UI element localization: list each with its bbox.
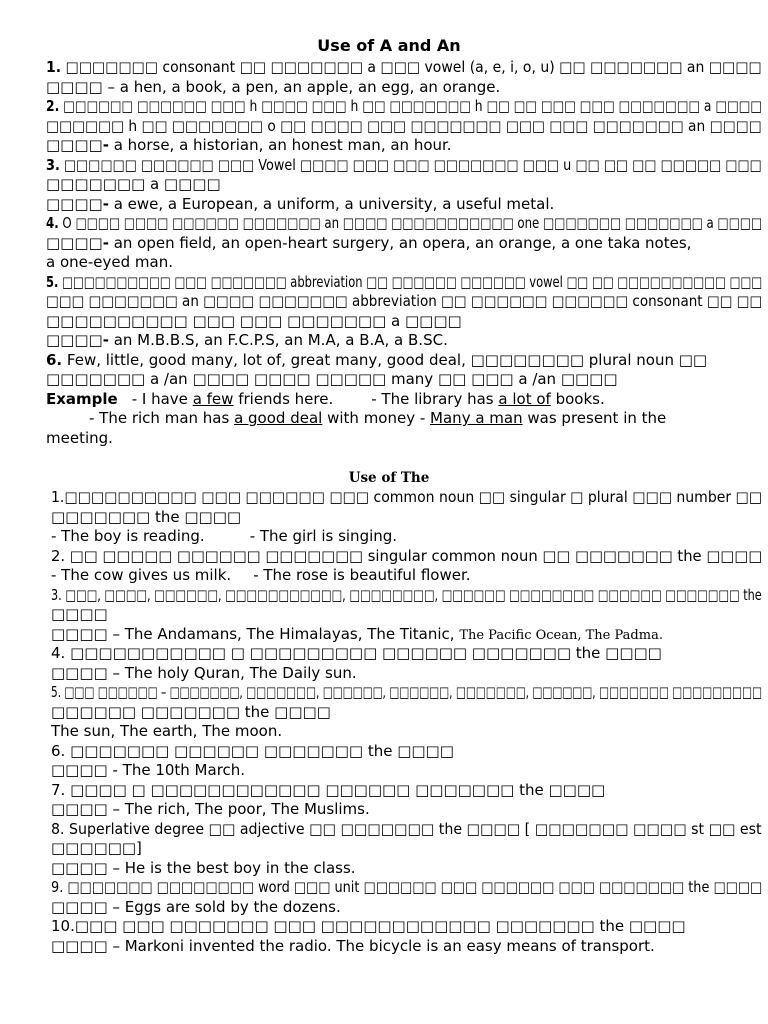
rule-text: Few, little, good many, lot of, great many, good deal, □□□□□□□□ plural noun □□	[62, 350, 708, 369]
rule-number: 1.	[46, 58, 62, 76]
the-rule-3-cont: □□□□	[51, 605, 108, 623]
the-rule-6: 6. □□□□□□□ □□□□□□ □□□□□□□ the □□□□	[51, 741, 454, 760]
rule-5-cont: □□□ □□□□□□□ an □□□□ □□□□□□□ abbreviation □□ □□□□□□ □□□□□□ consonant □□ □□	[46, 292, 763, 310]
rule-number: 6.	[46, 350, 63, 369]
rule-4-example-cont: a one-eyed man.	[46, 253, 173, 271]
underlined-phrase: a few	[192, 389, 234, 408]
rule-6	[46, 351, 707, 371]
rule-text: □□□□□□ □□□□□□ □□□ Vowel □□□□ □□□ □□□ □□□□□□□ □□□ u □□ □□ □□ □□□□□ □□□	[59, 155, 762, 174]
underlined-phrase: Many a man	[430, 409, 523, 427]
the-rule-1-example	[51, 527, 397, 547]
the-rule-4-example	[51, 664, 357, 684]
example-text: an open field, an open-heart surgery, an opera, an orange, a one taka notes,	[108, 233, 692, 252]
the-rule-5-example: The sun, The earth, The moon.	[51, 722, 283, 740]
example-text: - The boy is reading.	[51, 527, 205, 545]
example-text: – He is the best boy in the class.	[107, 858, 356, 877]
example-label: □□□□	[51, 624, 108, 643]
example-text: a horse, a historian, an honest man, an hour.	[108, 136, 452, 154]
rule-3-cont: □□□□□□□ a □□□□	[46, 175, 221, 193]
example-text: – Eggs are sold by the dozens.	[107, 897, 341, 916]
rule-6-cont: □□□□□□□ a /an □□□□ □□□□ □□□□□ many □□ □□□ a /an □□□□	[46, 370, 618, 388]
example-row-3: meeting.	[46, 428, 113, 447]
the-rule-7: 7. □□□□ □ □□□□□□□□□□□□ □□□□□□ □□□□□□□ the □□□□	[51, 780, 606, 799]
example-row-2	[89, 409, 666, 429]
rule-5-example	[46, 331, 448, 351]
the-rule-1-cont: □□□□□□□ the □□□□	[51, 507, 242, 526]
example-label: □□□□	[51, 936, 108, 955]
the-rule-7-example	[51, 800, 370, 820]
underlined-phrase: a good deal	[234, 409, 323, 427]
the-rule-1: 1.□□□□□□□□□□ □□□ □□□□□□ □□□ common noun □□ singular □ plural □□□ number □□	[51, 488, 763, 506]
the-rule-3-example	[51, 625, 663, 646]
rule-2	[46, 97, 762, 117]
example-text: books.	[550, 389, 605, 408]
the-rule-6-example	[51, 761, 245, 781]
the-rule-3: 3. □□□, □□□□, □□□□□□, □□□□□□□□□□□, □□□□□□□□, □□□□□□ □□□□□□□□ □□□□□□ □□□□□□□ the	[51, 585, 762, 604]
rule-text: O □□□□ □□□□ □□□□□□ □□□□□□□ an □□□□ □□□□□□□□□□□ one □□□□□□□ □□□□□□□ a □□□□	[58, 214, 762, 232]
example-text: friends here.	[233, 389, 334, 408]
example-text: - The rich man has	[89, 409, 235, 427]
example-text: - The 10th March.	[107, 761, 246, 779]
the-rule-5-cont: □□□□□□ □□□□□□□ the □□□□	[51, 702, 331, 721]
rule-text: □□□□□□ □□□□□□ □□□ h □□□□ □□□ h □□ □□□□□□□ h □□ □□ □□□ □□□ □□□□□□□ a □□□□	[59, 97, 762, 115]
example-label: □□□□	[51, 800, 108, 818]
example-text: with money -	[322, 409, 431, 427]
example-text: - I have	[131, 389, 193, 408]
the-rule-10: 10.□□□ □□□ □□□□□□□ □□□ □□□□□□□□□□□□ □□□□□□□ the □□□□	[51, 917, 686, 935]
example-label: □□□□-	[46, 194, 109, 213]
rule-number: 2.	[46, 97, 60, 115]
rule-1	[46, 58, 762, 78]
example-text: – The rich, The poor, The Muslims.	[107, 800, 370, 818]
example-text: – Markoni invented the radio. The bicycle is an easy means of transport.	[107, 936, 655, 955]
example-label: □□□□-	[46, 233, 109, 252]
example-text: The Pacific Ocean, The Padma.	[459, 627, 663, 643]
rule-text: □□□□□□□□□□ □□□ □□□□□□□ abbreviation □□ □□□□□□ □□□□□□ vowel □□ □□ □□□□□□□□□□ □□□	[58, 272, 763, 291]
example-label: □□□□	[51, 897, 108, 916]
example-text: - The rose is beautiful flower.	[253, 566, 471, 584]
rule-number: 4.	[46, 214, 59, 232]
example-text: a ewe, a European, a uniform, a university, a useful metal.	[108, 194, 555, 213]
example-label: □□□□	[51, 663, 108, 682]
example-text: - The girl is singing.	[249, 527, 398, 545]
the-rule-8-example	[51, 859, 356, 879]
example-label: □□□□-	[46, 331, 109, 349]
the-rule-10-example	[51, 937, 655, 957]
rule-2-cont: □□□□□□ h □□ □□□□□□□ o □□ □□□□ □□□ □□□□□□□ □□□ □□□ □□□□□□□ an □□□□	[46, 116, 762, 135]
rule-4-example	[46, 234, 691, 254]
example-text: – The Andamans, The Himalayas, The Titanic,	[107, 624, 460, 643]
rule-text: □□□□□□□ consonant □□ □□□□□□□ a □□□ vowel (a, e, i, o, u) □□ □□□□□□□ an □□□□	[61, 58, 762, 76]
example-text: - The library has	[371, 389, 499, 408]
example-text: – The holy Quran, The Daily sun.	[107, 663, 357, 682]
rule-3	[46, 156, 762, 176]
example-text: was present in the	[522, 409, 667, 427]
example-text: – a hen, a book, a pen, an apple, an egg, an orange.	[102, 77, 501, 96]
example-row-1	[46, 390, 605, 410]
example-text: an M.B.B.S, an F.C.P.S, an M.A, a B.A, a B.SC.	[108, 331, 448, 349]
rule-2-example	[46, 136, 452, 156]
the-rule-2: 2. □□ □□□□□ □□□□□□ □□□□□□□ singular common noun □□ □□□□□□□ the □□□□	[51, 546, 763, 565]
the-rule-8: 8. Superlative degree □□ adjective □□ □□□□□□□ the □□□□ [ □□□□□□□ □□□□ st □□ est	[51, 819, 762, 838]
the-rule-9-example	[51, 898, 341, 918]
rule-number: 5.	[46, 272, 59, 291]
example-label: □□□□-	[46, 136, 109, 154]
the-rule-5: 5. □□□ □□□□□□ – □□□□□□□, □□□□□□□, □□□□□□, □□□□□□, □□□□□□□, □□□□□□, □□□□□□□ □□□□□□□□□	[51, 683, 762, 701]
underlined-phrase: a lot of	[498, 389, 551, 408]
rule-3-example	[46, 195, 554, 215]
rule-5	[46, 273, 762, 293]
title-use-of-the: Use of The	[348, 470, 430, 486]
rule-number: 3.	[46, 155, 60, 174]
title-use-of-a-an: Use of A and An	[317, 36, 461, 55]
the-rule-8-cont: □□□□□□]	[51, 839, 142, 857]
the-rule-2-example	[51, 566, 471, 586]
example-label: □□□□	[51, 858, 108, 877]
rule-1-example	[46, 78, 500, 98]
rule-4	[46, 214, 762, 234]
the-rule-9: 9. □□□□□□□ □□□□□□□□ word □□□ unit □□□□□□ □□□ □□□□□□ □□□ □□□□□□□ the □□□□	[51, 878, 763, 896]
example-heading: Example	[46, 389, 118, 408]
rule-5-cont: □□□□□□□□□□ □□□ □□□ □□□□□□□ a □□□□	[46, 311, 462, 330]
example-label: □□□□	[51, 761, 108, 779]
example-label: □□□□	[46, 77, 103, 96]
example-text: - The cow gives us milk.	[51, 566, 232, 584]
the-rule-4: 4. □□□□□□□□□□□ □ □□□□□□□□□ □□□□□□ □□□□□□□ the □□□□	[51, 644, 662, 662]
